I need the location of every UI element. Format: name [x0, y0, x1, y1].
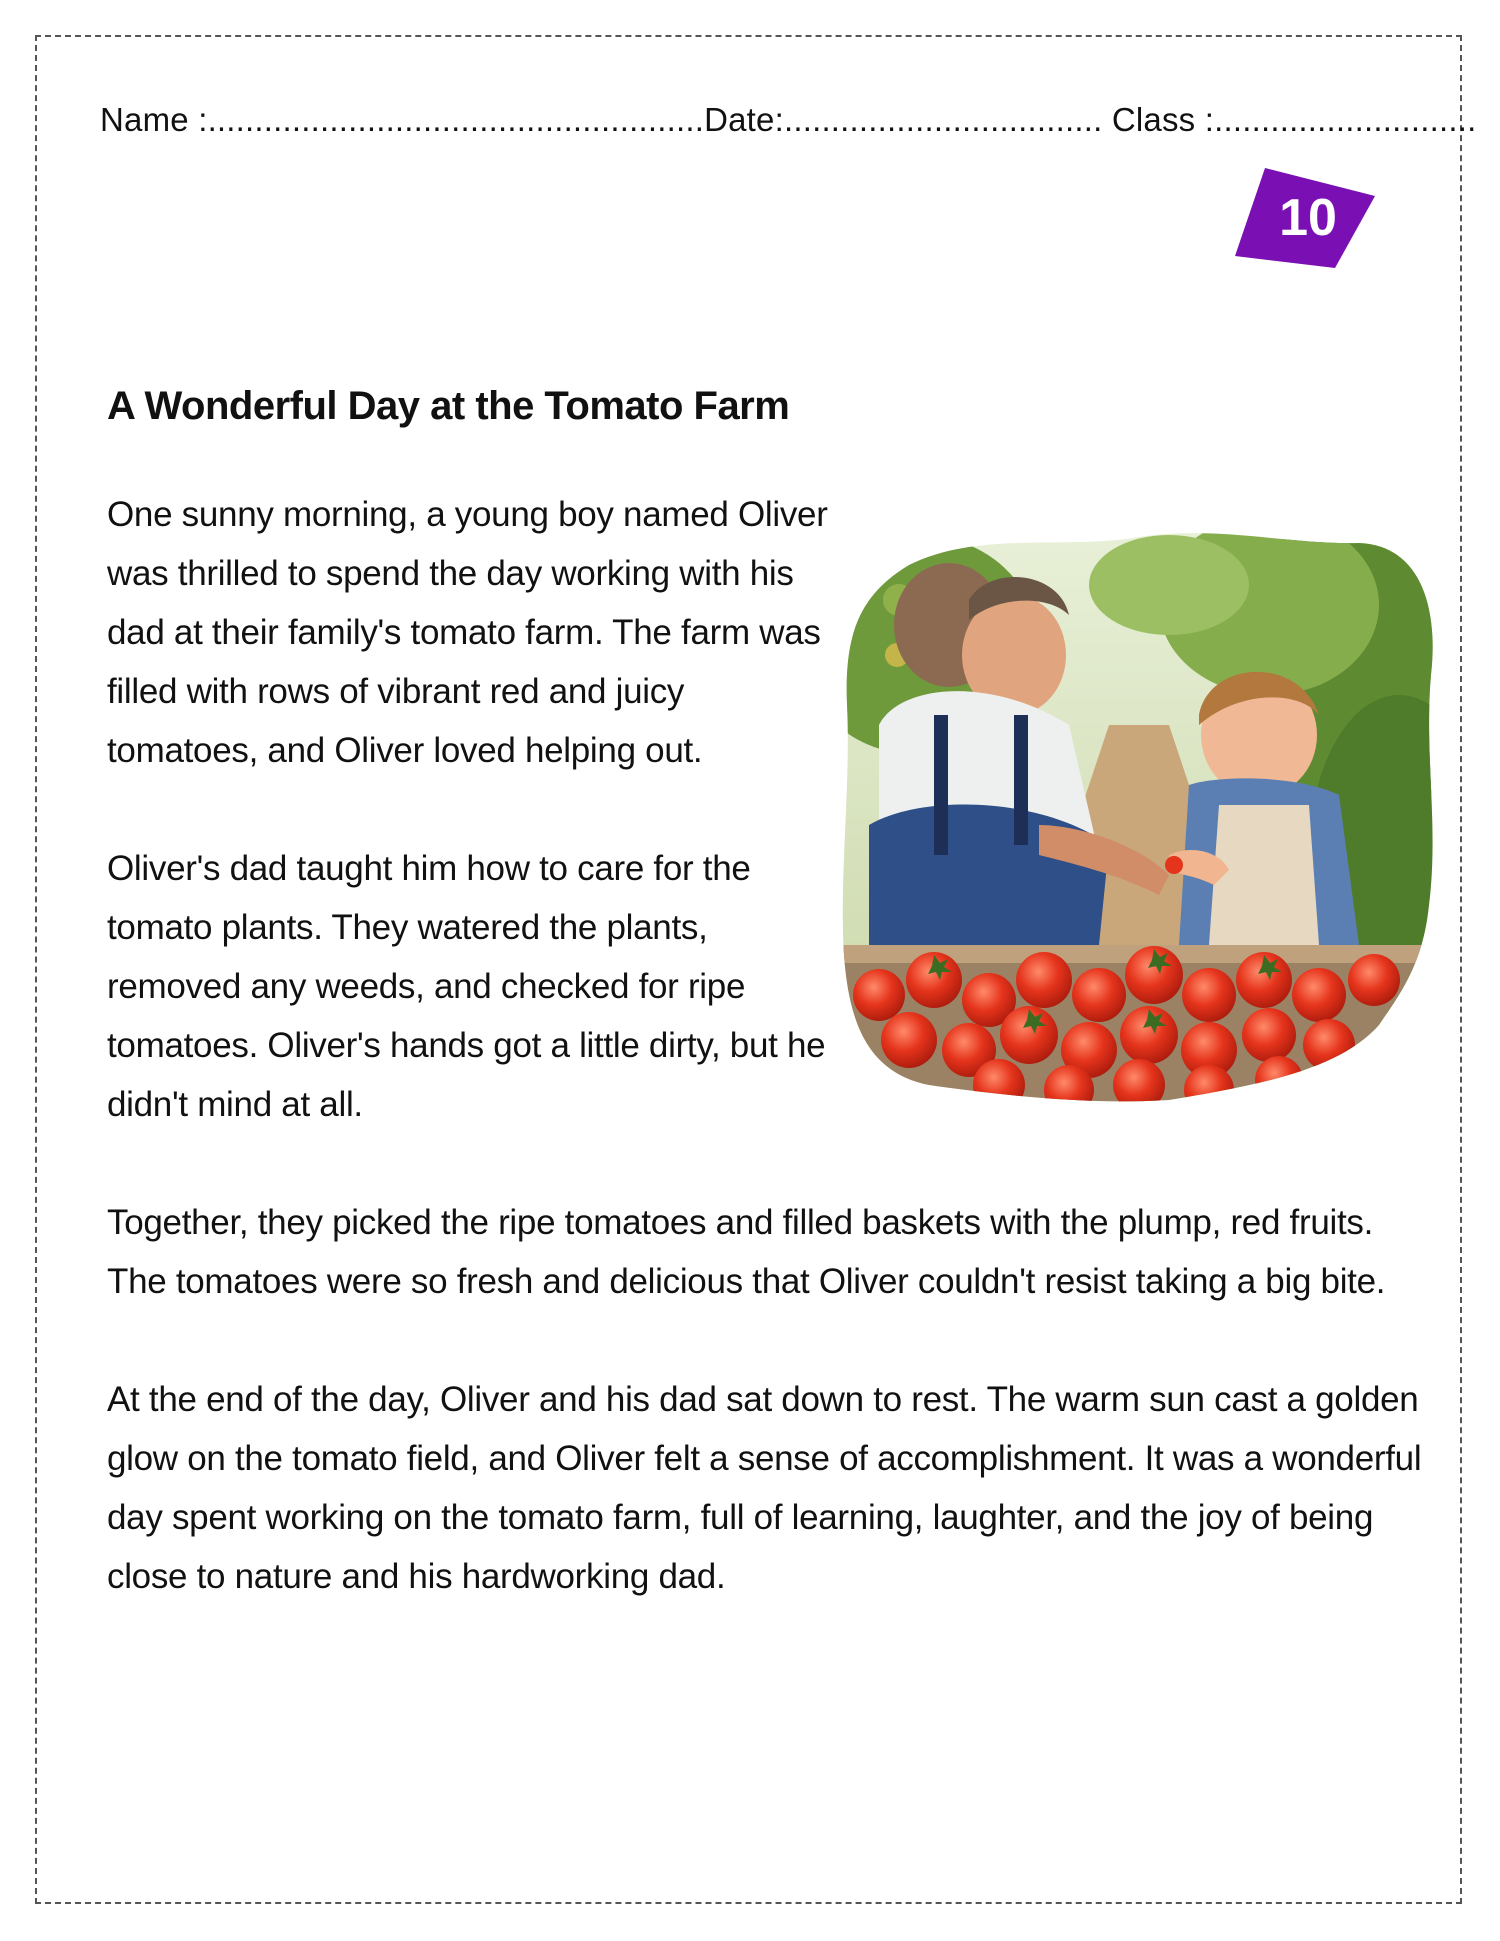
story-paragraph-4: At the end of the day, Oliver and his dad sat down to rest. The warm sun cast a golden glow on the tomato field, and Oliver felt a sense of accomplishment. It was a wonderful day spent working on the tomato farm, full of learning, laughter, and the joy of being close to nature and his hardworking dad. — [107, 1380, 1422, 1596]
story-paragraph-2: Oliver's dad taught him how to care for the tomato plants. They watered the plants, removed any weeds, and checked for ripe tomatoes. Oliver's hands got a little dirty, but he didn't mind at all. — [107, 849, 826, 1124]
story-paragraph-1: One sunny morning, a young boy named Oliver was thrilled to spend the day working with his dad at their family's tomato farm. The farm was filled with rows of vibrant red and juicy tomatoes, and Oliver loved helping out. — [107, 495, 828, 770]
farm-illustration-art — [839, 525, 1439, 1105]
name-date-class-line: Name :.....................................................Date:.................................. Class :............................ — [100, 101, 1477, 138]
page-number-badge — [1235, 168, 1375, 268]
story-body — [107, 485, 1427, 1665]
story-title: A Wonderful Day at the Tomato Farm — [107, 384, 790, 428]
page-number: 10 — [1279, 189, 1337, 247]
farm-illustration — [839, 485, 1439, 1133]
story-paragraph-3: Together, they picked the ripe tomatoes and filled baskets with the plump, red fruits. The tomatoes were so fresh and delicious that Oliver couldn't resist taking a big bite. — [107, 1203, 1386, 1301]
